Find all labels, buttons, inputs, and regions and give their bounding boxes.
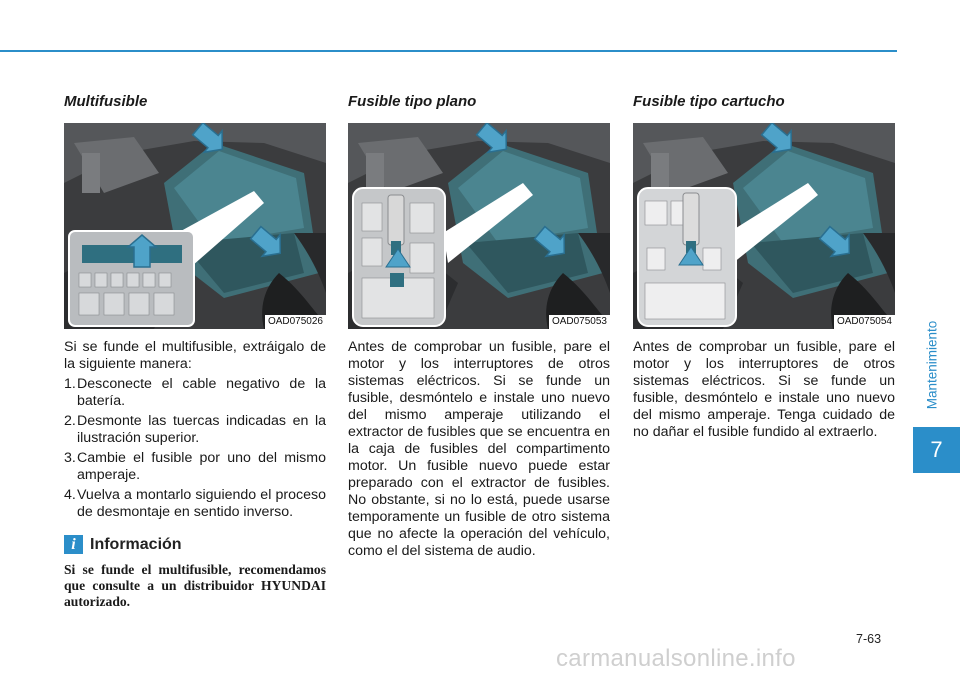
steps-list [64, 376, 326, 521]
step-number: 2. [64, 413, 76, 429]
step-text: Cambie el fusible por uno del mismo amperaje. [77, 450, 326, 483]
list-item [64, 413, 326, 447]
side-section-label [918, 310, 946, 420]
step-number: 3. [64, 450, 76, 466]
intro-text [64, 339, 326, 373]
info-title: Información [90, 535, 182, 553]
top-rule [0, 50, 897, 52]
step-number: 1. [64, 376, 76, 392]
engine-bay-illustration [64, 123, 326, 329]
figure-code: OAD075053 [549, 315, 610, 329]
figure-multifusible [64, 123, 326, 329]
engine-bay-illustration [633, 123, 895, 329]
step-number: 4. [64, 487, 76, 503]
list-item [64, 487, 326, 521]
info-box-header [64, 535, 326, 554]
list-item [64, 450, 326, 484]
heading-fusible-plano: Fusible tipo plano [348, 93, 477, 110]
step-text: Desconecte el cable negativo de la batería. [77, 376, 326, 409]
section-name: Mantenimiento [924, 320, 940, 410]
body-text: Antes de comprobar un fusible, pare el motor y los interruptores de otros sistemas eléctricos. Si se funde un fusible, desmóntelo e instale uno nuevo del mismo amperaje utilizando el extractor de fusibles que se encuentra en la caja de fusibles del compartimento motor. Un fusible nuevo puede estar preparado con el extractor de fusibles. No obstante, si no lo está, puede usarse temporamente un fusible de otro sistema que no afecte la operación del vehículo, como el del sistema de audio. [348, 339, 610, 559]
figure-fusible-cartucho [633, 123, 895, 329]
page-number: 7-63 [856, 632, 882, 646]
figure-code: OAD075054 [834, 315, 895, 329]
watermark: carmanualsonline.info [556, 645, 796, 672]
chapter-tab: 7 [913, 427, 960, 473]
column-fusible-plano [348, 92, 610, 560]
step-text: Desmonte las tuercas indicadas en la ilustración superior. [77, 413, 326, 446]
heading-multifusible: Multifusible [64, 93, 148, 110]
heading-fusible-cartucho: Fusible tipo cartucho [633, 93, 785, 110]
column-multifusible [64, 92, 326, 610]
figure-fusible-plano [348, 123, 610, 329]
list-item [64, 376, 326, 410]
body-text: Antes de comprobar un fusible, pare el motor y los interruptores de otros sistemas eléctricos. Si se funde un fusible, desmóntelo e instale uno nuevo del mismo amperaje. Tenga cuidado de no dañar el fusible fundido al extraerlo. [633, 339, 895, 440]
info-icon: i [64, 535, 83, 554]
column-fusible-cartucho [633, 92, 895, 441]
intro-paragraph: Si se funde el multifusible, extráigalo de la siguiente manera: [64, 339, 326, 372]
figure-code: OAD075026 [265, 315, 326, 329]
engine-bay-illustration [348, 123, 610, 329]
step-text: Vuelva a montarlo siguiendo el proceso de desmontaje en sentido inverso. [77, 487, 326, 520]
info-text: Si se funde el multifusible, recomendamos que consulte a un distribuidor HYUNDAI autorizado. [64, 562, 326, 609]
